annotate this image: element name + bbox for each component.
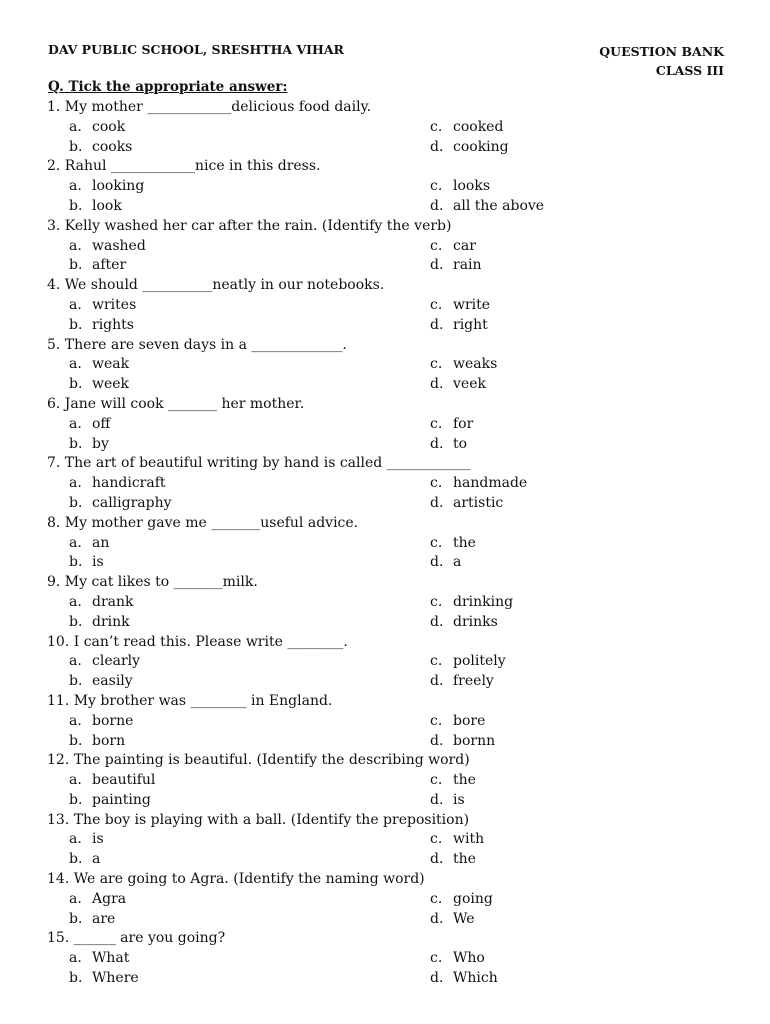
option-row (47, 791, 737, 811)
answer-option[interactable] (69, 791, 151, 811)
option-letter: a. (69, 178, 82, 195)
option-letter: c. (430, 712, 443, 729)
option-letter: a. (69, 890, 82, 907)
answer-option[interactable] (430, 494, 503, 514)
option-text: is (453, 791, 465, 808)
option-text: after (92, 257, 127, 274)
option-text: looking (92, 178, 145, 195)
answer-option[interactable] (69, 177, 144, 197)
option-row (47, 613, 737, 633)
option-text: all the above (453, 197, 545, 214)
option-letter: b. (69, 970, 83, 987)
option-row (47, 969, 737, 989)
option-text: calligraphy (92, 494, 172, 511)
answer-option[interactable] (430, 712, 485, 732)
option-letter: b. (69, 732, 83, 749)
answer-option[interactable] (430, 969, 498, 989)
question-item (47, 336, 737, 395)
option-text: a (92, 851, 101, 868)
answer-option[interactable] (69, 732, 125, 752)
option-row (47, 712, 737, 732)
question-item (47, 692, 737, 751)
option-row (47, 771, 737, 791)
option-letter: b. (69, 376, 83, 393)
answer-option[interactable] (430, 613, 498, 633)
answer-option[interactable] (430, 355, 497, 375)
answer-option[interactable] (69, 494, 172, 514)
option-letter: d. (430, 851, 444, 868)
option-letter: d. (430, 732, 444, 749)
question-text: 9. My cat likes to _______milk. (47, 574, 258, 591)
option-text: beautiful (92, 772, 156, 789)
option-letter: c. (430, 415, 443, 432)
option-row (47, 910, 737, 930)
question-text: 10. I can’t read this. Please write ________. (47, 633, 348, 650)
option-row (47, 593, 737, 613)
option-letter: a. (69, 415, 82, 432)
option-letter: a. (69, 831, 82, 848)
answer-option[interactable] (430, 237, 476, 257)
option-text: is (92, 554, 104, 571)
option-text: drinking (453, 593, 514, 610)
option-letter: b. (69, 673, 83, 690)
option-row (47, 830, 737, 850)
option-text: painting (92, 791, 151, 808)
document-type: QUESTION BANK (599, 44, 724, 59)
question-item (47, 633, 737, 692)
answer-option[interactable] (69, 435, 109, 455)
question-item (47, 454, 737, 513)
option-text: bore (453, 712, 486, 729)
option-text: is (92, 831, 104, 848)
option-text: cooks (92, 138, 133, 155)
question-text: 1. My mother ____________delicious food daily. (47, 99, 372, 115)
option-letter: a. (69, 772, 82, 789)
option-letter: b. (69, 494, 83, 511)
question-item (47, 217, 737, 276)
option-letter: c. (430, 950, 443, 967)
question-item (47, 573, 737, 632)
option-letter: c. (430, 356, 443, 373)
option-text: going (453, 890, 493, 907)
option-text: freely (453, 673, 494, 690)
option-row (47, 118, 737, 138)
option-row (47, 375, 737, 395)
option-text: rain (453, 257, 482, 274)
question-text: 3. Kelly washed her car after the rain. (Identify the verb) (47, 217, 452, 234)
option-text: car (453, 237, 476, 254)
question-text: 13. The boy is playing with a ball. (Identify the preposition) (47, 811, 470, 828)
option-text: washed (92, 237, 146, 254)
answer-option[interactable] (69, 118, 125, 138)
option-text: politely (453, 653, 506, 670)
option-row (47, 553, 737, 573)
answer-option[interactable] (69, 613, 130, 633)
question-text: 15. ______ are you going? (47, 930, 226, 947)
option-letter: d. (430, 138, 444, 155)
option-row (47, 652, 737, 672)
option-letter: c. (430, 118, 443, 135)
option-text: born (92, 732, 126, 749)
option-letter: a. (69, 356, 82, 373)
question-text: 8. My mother gave me _______useful advice. (47, 514, 359, 531)
option-text: the (453, 534, 476, 551)
option-text: with (453, 831, 485, 848)
option-row (47, 138, 737, 158)
option-row (47, 474, 737, 494)
option-row (47, 534, 737, 554)
option-letter: b. (69, 554, 83, 571)
option-letter: c. (430, 475, 443, 492)
option-letter: d. (430, 791, 444, 808)
option-row (47, 949, 737, 969)
answer-option[interactable] (430, 553, 461, 573)
option-text: artistic (453, 494, 504, 511)
answer-option[interactable] (69, 138, 132, 158)
option-letter: c. (430, 237, 443, 254)
option-text: easily (92, 673, 133, 690)
question-item (47, 514, 737, 573)
option-text: writes (92, 296, 137, 313)
option-letter: d. (430, 494, 444, 511)
answer-option[interactable] (69, 316, 134, 336)
answer-option[interactable] (430, 118, 503, 138)
question-item (47, 276, 737, 335)
option-text: a (453, 554, 462, 571)
option-text: cooking (453, 138, 509, 155)
answer-option[interactable] (430, 435, 467, 455)
answer-option[interactable] (69, 415, 110, 435)
option-letter: b. (69, 257, 83, 274)
option-letter: d. (430, 257, 444, 274)
answer-option[interactable] (430, 197, 544, 217)
class-label: CLASS III (655, 63, 724, 78)
option-row (47, 435, 737, 455)
option-letter: a. (69, 475, 82, 492)
option-text: handicraft (92, 475, 166, 492)
answer-option[interactable] (430, 672, 494, 692)
question-item (47, 98, 737, 157)
answer-option[interactable] (69, 771, 155, 791)
option-row (47, 355, 737, 375)
option-text: by (92, 435, 109, 452)
option-text: look (92, 197, 122, 214)
answer-option[interactable] (69, 593, 134, 613)
header-right (599, 42, 724, 80)
question-item (47, 751, 737, 810)
option-letter: d. (430, 970, 444, 987)
option-row (47, 415, 737, 435)
answer-option[interactable] (69, 296, 136, 316)
option-letter: b. (69, 791, 83, 808)
answer-option[interactable] (430, 791, 465, 811)
option-text: for (453, 415, 474, 432)
option-letter: c. (430, 593, 443, 610)
option-text: are (92, 910, 116, 927)
option-letter: c. (430, 296, 443, 313)
option-text: to (453, 435, 468, 452)
option-row (47, 316, 737, 336)
option-text: clearly (92, 653, 141, 670)
question-item (47, 929, 737, 988)
option-letter: d. (430, 673, 444, 690)
option-text: the (453, 851, 476, 868)
option-row (47, 256, 737, 276)
option-letter: c. (430, 831, 443, 848)
question-text: 2. Rahul ____________nice in this dress. (47, 158, 321, 175)
option-text: drink (92, 613, 130, 630)
answer-option[interactable] (430, 534, 476, 554)
option-text: looks (453, 178, 491, 195)
answer-option[interactable] (430, 296, 490, 316)
option-letter: a. (69, 118, 82, 135)
option-row (47, 494, 737, 514)
question-text: 4. We should __________neatly in our notebooks. (47, 277, 385, 294)
answer-option[interactable] (430, 949, 485, 969)
option-letter: b. (69, 316, 83, 333)
option-text: weaks (453, 356, 498, 373)
answer-option[interactable] (430, 771, 476, 791)
option-letter: c. (430, 772, 443, 789)
option-letter: d. (430, 554, 444, 571)
option-letter: a. (69, 593, 82, 610)
option-row (47, 672, 737, 692)
option-letter: d. (430, 197, 444, 214)
option-text: Which (453, 970, 498, 987)
option-row (47, 197, 737, 217)
answer-option[interactable] (430, 732, 495, 752)
option-text: veek (453, 376, 486, 393)
answer-option[interactable] (69, 474, 166, 494)
answer-option[interactable] (69, 830, 104, 850)
option-letter: b. (69, 851, 83, 868)
answer-option[interactable] (69, 969, 139, 989)
answer-option[interactable] (69, 890, 126, 910)
option-letter: a. (69, 712, 82, 729)
option-text: What (92, 950, 130, 967)
option-row (47, 732, 737, 752)
answer-option[interactable] (430, 850, 476, 870)
answer-option[interactable] (69, 355, 129, 375)
option-letter: d. (430, 435, 444, 452)
option-letter: d. (430, 613, 444, 630)
answer-option[interactable] (430, 652, 506, 672)
option-letter: b. (69, 197, 83, 214)
option-letter: a. (69, 653, 82, 670)
option-letter: b. (69, 910, 83, 927)
option-letter: d. (430, 910, 444, 927)
option-text: borne (92, 712, 134, 729)
option-text: the (453, 772, 476, 789)
answer-option[interactable] (430, 316, 488, 336)
answer-option[interactable] (69, 256, 126, 276)
option-text: write (453, 296, 491, 313)
option-text: bornn (453, 732, 496, 749)
option-row (47, 237, 737, 257)
question-item (47, 157, 737, 216)
option-letter: d. (430, 376, 444, 393)
option-text: drank (92, 593, 134, 610)
option-letter: b. (69, 613, 83, 630)
answer-option[interactable] (69, 850, 100, 870)
option-row (47, 890, 737, 910)
question-text: 6. Jane will cook _______ her mother. (47, 395, 305, 412)
option-text: Where (92, 970, 139, 987)
option-text: drinks (453, 613, 498, 630)
question-text: 7. The art of beautiful writing by hand is called ____________ (47, 455, 471, 472)
option-letter: a. (69, 534, 82, 551)
answer-option[interactable] (430, 474, 527, 494)
answer-option[interactable] (69, 237, 146, 257)
option-text: week (92, 376, 130, 393)
school-name: DAV PUBLIC SCHOOL, SRESHTHA VIHAR (48, 42, 344, 57)
answer-option[interactable] (430, 138, 509, 158)
answer-option[interactable] (430, 910, 475, 930)
question-text: 5. There are seven days in a _____________. (47, 336, 347, 353)
question-text: 12. The painting is beautiful. (Identify the describing word) (47, 752, 470, 769)
question-item (47, 811, 737, 870)
option-text: cook (92, 118, 126, 135)
option-text: rights (92, 316, 134, 333)
answer-option[interactable] (69, 949, 129, 969)
answer-option[interactable] (69, 910, 115, 930)
answer-option[interactable] (430, 890, 493, 910)
option-letter: a. (69, 296, 82, 313)
option-row (47, 296, 737, 316)
answer-option[interactable] (69, 652, 140, 672)
answer-option[interactable] (430, 830, 484, 850)
option-text: Agra (92, 890, 127, 907)
question-item (47, 395, 737, 454)
option-letter: b. (69, 435, 83, 452)
option-letter: c. (430, 534, 443, 551)
option-text: off (92, 415, 111, 432)
question-text: 11. My brother was ________ in England. (47, 692, 333, 709)
answer-option[interactable] (69, 712, 133, 732)
option-text: weak (92, 356, 130, 373)
answer-option[interactable] (430, 177, 490, 197)
answer-option[interactable] (69, 197, 122, 217)
section-title: Q. Tick the appropriate answer: (48, 79, 288, 95)
option-text: right (453, 316, 488, 333)
option-text: an (92, 534, 110, 551)
option-letter: c. (430, 890, 443, 907)
answer-option[interactable] (430, 593, 513, 613)
option-letter: c. (430, 653, 443, 670)
option-letter: c. (430, 178, 443, 195)
question-text: 14. We are going to Agra. (Identify the naming word) (47, 871, 425, 888)
option-letter: b. (69, 138, 83, 155)
answer-option[interactable] (69, 375, 129, 395)
option-row (47, 850, 737, 870)
question-item (47, 870, 737, 929)
option-letter: d. (430, 316, 444, 333)
option-text: handmade (453, 475, 528, 492)
option-text: cooked (453, 118, 504, 135)
option-row (47, 177, 737, 197)
option-letter: a. (69, 237, 82, 254)
answer-option[interactable] (430, 415, 473, 435)
answer-option[interactable] (69, 672, 133, 692)
question-list (47, 98, 737, 989)
answer-option[interactable] (69, 553, 104, 573)
option-text: Who (453, 950, 485, 967)
answer-option[interactable] (69, 534, 109, 554)
answer-option[interactable] (430, 256, 482, 276)
answer-option[interactable] (430, 375, 486, 395)
option-text: We (453, 910, 475, 927)
option-letter: a. (69, 950, 82, 967)
